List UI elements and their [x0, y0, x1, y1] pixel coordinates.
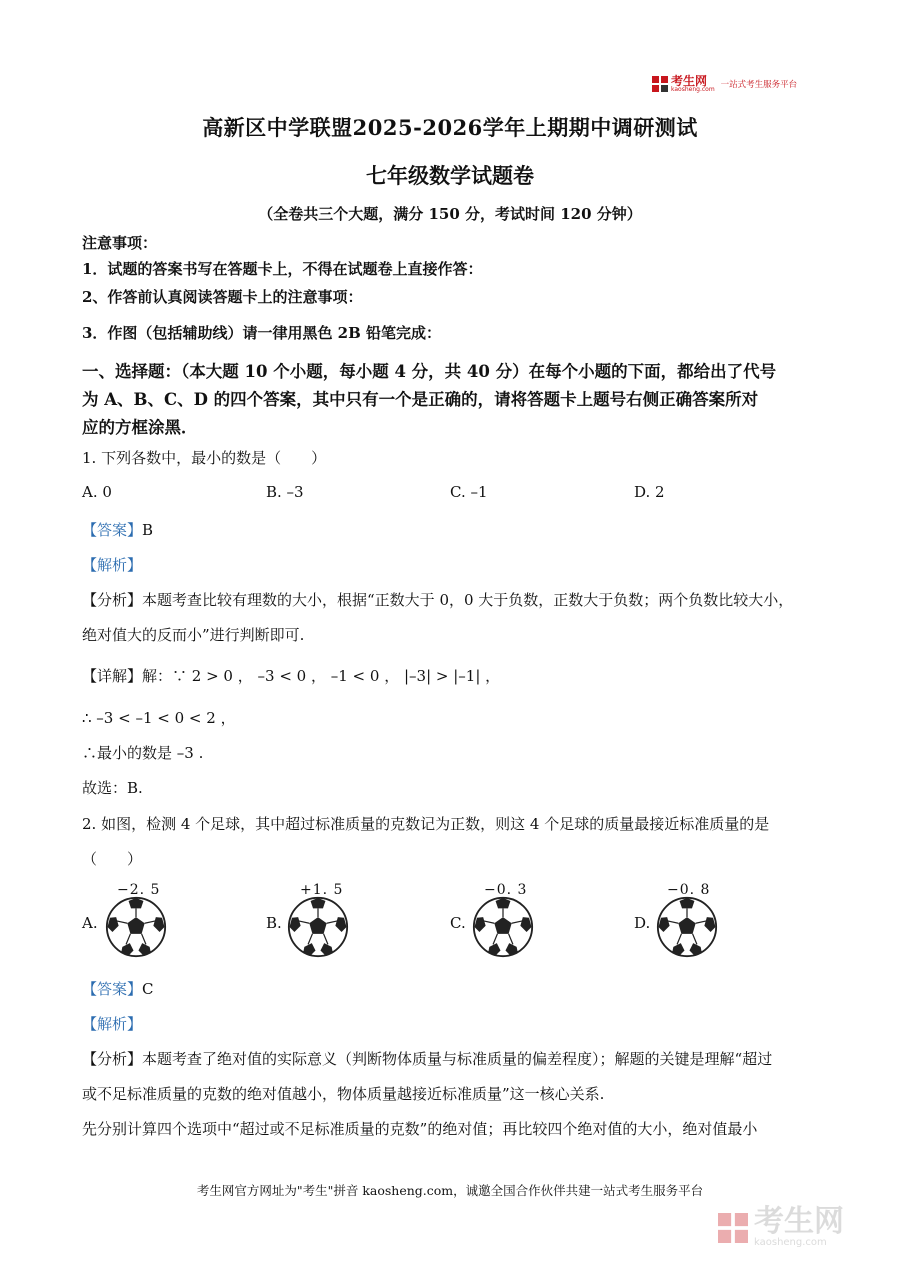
q1-option-a: A. 0	[82, 483, 112, 501]
watermark-logo-icon	[718, 1213, 748, 1243]
q2-option-d-label: D.	[634, 914, 651, 932]
detail-text: 解：∵ 2 > 0 ， –3 < 0 ， –1 < 0 ， |–3| > |–1| ，	[142, 667, 501, 685]
section-heading-line-3: 应的方框涂黑．	[82, 418, 198, 437]
kaosheng-logo-icon	[652, 76, 668, 92]
exam-subtitle: 七年级数学试题卷	[366, 163, 534, 188]
watermark-domain: kaosheng.com	[754, 1237, 827, 1248]
fenxi-tag: 【分析】	[82, 1050, 143, 1068]
exam-info: （全卷共三个大题，满分 150 分，考试时间 120 分钟）	[258, 205, 642, 223]
q2-stem-line-1: 2. 如图，检测 4 个足球，其中超过标准质量的克数记为正数，则这 4 个足球的质量最接近标准质量的是	[82, 815, 770, 833]
q2-option-a-label: A.	[82, 914, 98, 932]
q1-fenxi-line-2: 绝对值大的反而小”进行判断即可.	[82, 626, 305, 644]
logo-name: 考生网	[671, 74, 708, 88]
q1-answer: B	[142, 521, 154, 539]
exam-title: 高新区中学联盟2025-2026学年上期期中调研测试	[202, 115, 698, 140]
q1-conclusion: 故选：B.	[82, 779, 143, 797]
q1-option-b: B. –3	[266, 483, 304, 501]
q2-answer: C	[142, 980, 154, 998]
q1-fenxi-line-1	[82, 589, 793, 610]
soccer-ball-icon	[105, 896, 167, 958]
watermark	[718, 1204, 844, 1248]
q2-option-d-value: −0. 8	[667, 882, 711, 898]
answer-tag: 【答案】	[82, 521, 143, 539]
q2-fenxi-line-1	[82, 1048, 772, 1069]
q2-answer-row	[82, 978, 154, 999]
q1-option-d: D. 2	[634, 483, 665, 501]
soccer-ball-icon	[656, 896, 718, 958]
soccer-ball-icon	[472, 896, 534, 958]
section-heading-line-1: 一、选择题：（本大题 10 个小题，每小题 4 分，共 40 分）在每个小题的下面，都给出了代号	[82, 362, 777, 381]
q1-analysis-tag: 【解析】	[82, 556, 143, 574]
q2-option-b-label: B.	[266, 914, 282, 932]
soccer-ball-icon	[287, 896, 349, 958]
q2-continuation: 先分别计算四个选项中“超过或不足标准质量的克数”的绝对值；再比较四个绝对值的大小，绝对值最小	[82, 1120, 758, 1138]
q1-answer-row	[82, 519, 153, 540]
q2-option-c-value: −0. 3	[484, 882, 528, 898]
notes-heading: 注意事项：	[82, 234, 158, 252]
q1-option-c: C. –1	[450, 483, 488, 501]
q1-stem: 1. 下列各数中，最小的数是（ ）	[82, 449, 327, 467]
q2-option-b-value: +1. 5	[300, 882, 344, 898]
q2-stem-line-2: （ ）	[82, 850, 143, 868]
page-footer: 考生网官方网址为"考生"拼音 kaosheng.com，诚邀全国合作伙伴共建一站式考生服务平台	[196, 1183, 704, 1198]
header-logo	[652, 72, 797, 96]
watermark-name: 考生网	[754, 1204, 844, 1239]
q2-option-a-value: −2. 5	[117, 882, 161, 898]
fenxi-tag: 【分析】	[82, 591, 143, 609]
q2-option-c-label: C.	[450, 914, 466, 932]
note-item-2: 2、作答前认真阅读答题卡上的注意事项：	[82, 288, 363, 306]
section-heading-line-2: 为 A、B、C、D 的四个答案，其中只有一个是正确的，请将答题卡上题号右侧正确答案所对	[82, 390, 759, 409]
logo-domain: kaosheng.com	[671, 86, 715, 93]
note-item-1: 1．试题的答案书写在答题卡上，不得在试题卷上直接作答：	[82, 260, 483, 278]
q1-step-2: ∴最小的数是 –3 .	[82, 744, 204, 762]
q1-step-1: ∴ –3 < –1 < 0 < 2 ，	[82, 709, 236, 727]
detail-tag: 【详解】	[82, 667, 143, 685]
fenxi-text: 本题考查了绝对值的实际意义（判断物体质量与标准质量的偏差程度）；解题的关键是理解“超过	[142, 1050, 773, 1068]
q1-detail	[82, 665, 500, 686]
q2-analysis-tag: 【解析】	[82, 1015, 143, 1033]
fenxi-text: 本题考查比较有理数的大小，根据“正数大于 0，0 大于负数，正数大于负数；两个负数比较大小，	[142, 591, 794, 609]
note-item-3: 3．作图（包括辅助线）请一律用黑色 2B 铅笔完成：	[82, 324, 441, 342]
answer-tag: 【答案】	[82, 980, 143, 998]
q2-fenxi-line-2: 或不足标准质量的克数的绝对值越小，物体质量越接近标准质量”这一核心关系.	[82, 1085, 605, 1103]
logo-slogan: 一站式考生服务平台	[720, 80, 798, 90]
